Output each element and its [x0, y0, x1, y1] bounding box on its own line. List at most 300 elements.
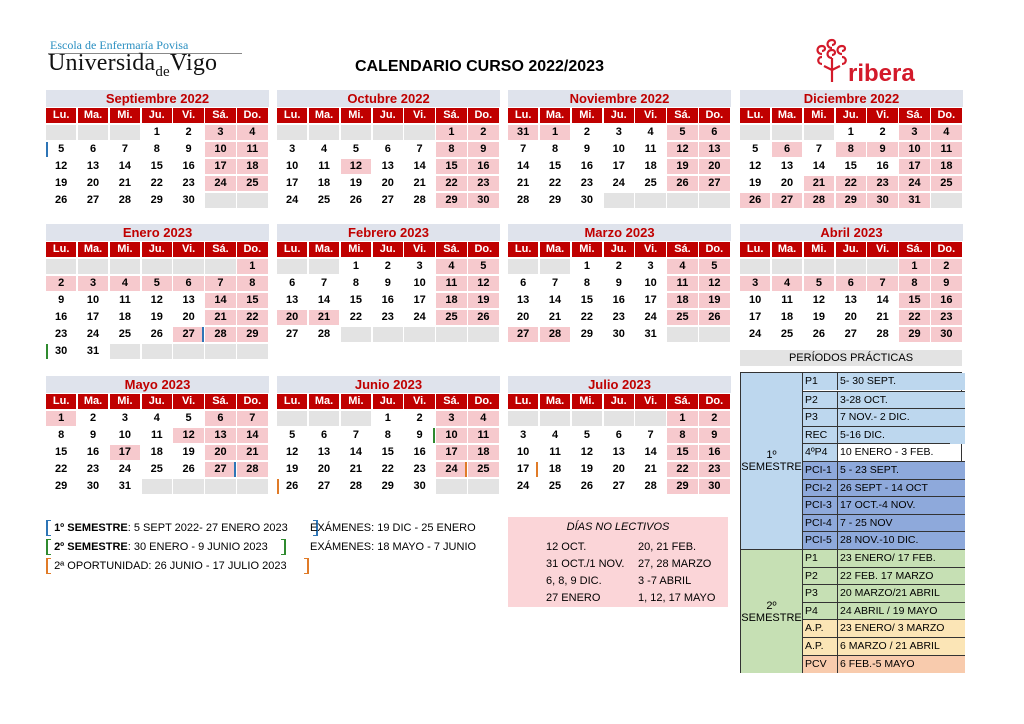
day-cell: 23 [78, 462, 108, 477]
oportunidad-dates: 2ª OPORTUNIDAD: 26 JUNIO - 17 JULIO 2023 [54, 559, 287, 572]
day-cell: 11 [931, 142, 961, 157]
day-cell: 10 [604, 142, 634, 157]
day-cell: 24 [508, 479, 538, 494]
day-cell: 24 [277, 193, 307, 208]
weekday-header [740, 242, 963, 257]
period-code: P2 [802, 568, 838, 585]
weekday-label: Sá. [205, 108, 235, 123]
day-cell: 24 [740, 327, 770, 342]
period-row [802, 426, 965, 444]
day-cell: 1 [572, 259, 602, 274]
day-cell [277, 125, 307, 140]
day-cell: 18 [309, 176, 339, 191]
day-cell [508, 259, 538, 274]
day-cell: 2 [699, 411, 729, 426]
weekday-header [740, 108, 963, 123]
weekday-label: Lu. [277, 394, 307, 409]
day-cell [740, 259, 770, 274]
day-cell [205, 193, 235, 208]
week-row [46, 479, 269, 494]
day-cell: 3 [404, 259, 434, 274]
day-cell: 17 [110, 445, 140, 460]
day-cell: 23 [468, 176, 498, 191]
day-cell: 30 [404, 479, 434, 494]
week-row [277, 462, 500, 477]
day-cell: 28 [540, 327, 570, 342]
day-cell: 24 [436, 462, 466, 477]
day-cell: 7 [635, 428, 665, 443]
day-cell [110, 344, 140, 359]
week-row [508, 428, 731, 443]
week-row [740, 193, 963, 208]
month-10 [508, 376, 731, 494]
day-cell: 29 [142, 193, 172, 208]
day-cell: 9 [173, 142, 203, 157]
weekday-label: Do. [699, 394, 729, 409]
day-cell [404, 327, 434, 342]
week-row [46, 276, 269, 291]
period-dates: 23 ENERO/ 17 FEB. [840, 552, 936, 564]
day-cell [110, 259, 140, 274]
weekday-label: Ju. [142, 394, 172, 409]
weekday-label: Do. [468, 242, 498, 257]
day-cell: 16 [604, 293, 634, 308]
weekday-label: Sá. [205, 394, 235, 409]
day-cell: 1 [667, 411, 697, 426]
day-cell [173, 479, 203, 494]
day-cell: 28 [309, 327, 339, 342]
day-cell [667, 193, 697, 208]
weekday-label: Sá. [436, 108, 466, 123]
day-cell: 18 [110, 310, 140, 325]
day-cell: 2 [867, 125, 897, 140]
weekday-label: Vi. [404, 108, 434, 123]
weekday-label: Vi. [173, 242, 203, 257]
weekday-label: Mi. [572, 242, 602, 257]
period-code: A.P. [802, 620, 838, 637]
day-cell: 6 [309, 428, 339, 443]
day-cell: 29 [667, 479, 697, 494]
day-cell: 19 [667, 159, 697, 174]
period-code: PCI-4 [802, 515, 838, 532]
day-cell: 1 [836, 125, 866, 140]
day-cell [436, 327, 466, 342]
day-cell [309, 259, 339, 274]
day-cell: 13 [78, 159, 108, 174]
weekday-label: Ju. [604, 394, 634, 409]
day-cell: 4 [142, 411, 172, 426]
weekday-label: Ju. [604, 242, 634, 257]
semester-2-block [741, 549, 802, 673]
period-dates: 3-28 OCT. [840, 393, 888, 406]
weekday-label: Sá. [667, 394, 697, 409]
weekday-label: Vi. [173, 394, 203, 409]
day-cell: 18 [142, 445, 172, 460]
day-cell: 5 [699, 259, 729, 274]
weekday-label: Lu. [46, 242, 76, 257]
day-cell: 22 [373, 462, 403, 477]
day-cell: 10 [110, 428, 140, 443]
month-8 [46, 376, 269, 494]
week-row [740, 310, 963, 325]
week-row [508, 479, 731, 494]
period-row [802, 602, 965, 620]
weekday-header [508, 394, 731, 409]
ribera-logo [808, 36, 948, 86]
day-cell: 26 [173, 462, 203, 477]
day-cell: 12 [142, 293, 172, 308]
week-row [277, 193, 500, 208]
day-cell: 13 [604, 445, 634, 460]
day-cell [699, 193, 729, 208]
day-cell: 16 [867, 159, 897, 174]
day-cell: 27 [309, 479, 339, 494]
day-cell: 8 [667, 428, 697, 443]
weekday-header [46, 242, 269, 257]
day-cell: 24 [635, 310, 665, 325]
day-cell [572, 411, 602, 426]
day-cell: 28 [341, 479, 371, 494]
day-cell [373, 125, 403, 140]
day-cell: 5 [173, 411, 203, 426]
weekday-label: Ma. [540, 108, 570, 123]
day-cell: 15 [373, 445, 403, 460]
day-cell: 28 [804, 193, 834, 208]
day-cell: 20 [772, 176, 802, 191]
weekday-label: Ma. [772, 242, 802, 257]
day-cell: 31 [635, 327, 665, 342]
day-cell: 24 [604, 176, 634, 191]
day-cell: 4 [540, 428, 570, 443]
day-cell: 21 [309, 310, 339, 325]
week-row [46, 310, 269, 325]
day-cell: 20 [277, 310, 307, 325]
day-cell: 10 [436, 428, 466, 443]
day-cell: 11 [468, 428, 498, 443]
weekday-header [46, 108, 269, 123]
day-cell: 14 [635, 445, 665, 460]
day-cell: 15 [572, 293, 602, 308]
period-row [802, 655, 965, 673]
day-cell: 21 [508, 176, 538, 191]
day-cell: 27 [699, 176, 729, 191]
month-3 [740, 90, 963, 208]
day-cell: 11 [667, 276, 697, 291]
day-cell: 20 [205, 445, 235, 460]
day-cell [468, 327, 498, 342]
day-cell: 19 [277, 462, 307, 477]
day-cell: 17 [205, 159, 235, 174]
period-code: P1 [802, 550, 838, 567]
day-cell: 3 [277, 142, 307, 157]
weekday-label: Mi. [572, 108, 602, 123]
day-cell: 24 [404, 310, 434, 325]
day-cell: 30 [46, 344, 76, 359]
day-cell [867, 259, 897, 274]
day-cell: 4 [436, 259, 466, 274]
month-4 [46, 224, 269, 359]
week-row [46, 445, 269, 460]
day-cell: 3 [508, 428, 538, 443]
day-cell: 14 [404, 159, 434, 174]
day-cell: 5 [468, 259, 498, 274]
weekday-label: Ju. [836, 108, 866, 123]
week-row [740, 159, 963, 174]
day-cell: 15 [237, 293, 267, 308]
week-row [277, 428, 500, 443]
day-cell: 7 [404, 142, 434, 157]
weekday-label: Do. [237, 108, 267, 123]
weekday-label: Ma. [309, 242, 339, 257]
weekday-label: Lu. [740, 108, 770, 123]
day-cell: 1 [341, 259, 371, 274]
day-cell: 10 [508, 445, 538, 460]
day-cell: 8 [899, 276, 929, 291]
period-code: A.P. [802, 638, 838, 655]
day-cell: 17 [740, 310, 770, 325]
sem2-dates: : 30 ENERO - 9 JUNIO 2023 [127, 540, 268, 553]
day-cell [173, 259, 203, 274]
day-cell [540, 259, 570, 274]
day-cell: 9 [404, 428, 434, 443]
day-cell: 19 [468, 293, 498, 308]
day-cell: 29 [572, 327, 602, 342]
day-cell: 7 [110, 142, 140, 157]
weekday-label: Ju. [604, 108, 634, 123]
week-row [277, 159, 500, 174]
day-cell [699, 327, 729, 342]
day-cell: 15 [436, 159, 466, 174]
day-cell: 13 [772, 159, 802, 174]
day-cell: 18 [540, 462, 570, 477]
day-cell: 30 [173, 193, 203, 208]
weekday-label: Lu. [508, 108, 538, 123]
day-cell: 2 [604, 259, 634, 274]
weekday-label: Lu. [508, 242, 538, 257]
month-2 [508, 90, 731, 208]
day-cell: 1 [46, 411, 76, 426]
weekday-label: Ju. [373, 242, 403, 257]
weekday-label: Do. [468, 394, 498, 409]
day-cell: 13 [173, 293, 203, 308]
weekday-label: Lu. [277, 108, 307, 123]
day-cell: 14 [508, 159, 538, 174]
period-code: PCV [802, 656, 838, 673]
non-teaching-date: 6, 8, 9 DIC. [546, 575, 602, 587]
day-cell: 27 [373, 193, 403, 208]
day-cell [78, 259, 108, 274]
day-cell: 6 [604, 428, 634, 443]
week-row [740, 276, 963, 291]
day-cell: 25 [309, 193, 339, 208]
day-cell: 21 [867, 310, 897, 325]
day-cell: 12 [341, 159, 371, 174]
day-cell: 14 [205, 293, 235, 308]
day-cell: 7 [205, 276, 235, 291]
day-cell: 5 [572, 428, 602, 443]
weekday-label: Mi. [341, 242, 371, 257]
day-cell: 19 [142, 310, 172, 325]
day-cell: 11 [142, 428, 172, 443]
weekday-label: Mi. [341, 394, 371, 409]
period-dates: 24 ABRIL / 19 MAYO [840, 604, 938, 617]
month-title: Julio 2023 [508, 376, 731, 394]
period-dates: 17 OCT.-4 NOV. [840, 499, 916, 512]
week-row [508, 125, 731, 140]
week-row [46, 259, 269, 274]
day-cell: 27 [508, 327, 538, 342]
day-cell: 28 [867, 327, 897, 342]
weekday-label: Do. [931, 108, 961, 123]
week-row [508, 193, 731, 208]
day-cell: 29 [436, 193, 466, 208]
day-cell: 22 [899, 310, 929, 325]
week-row [508, 327, 731, 342]
day-cell: 4 [772, 276, 802, 291]
day-cell: 13 [373, 159, 403, 174]
weekday-label: Ju. [373, 108, 403, 123]
weekday-label: Vi. [635, 242, 665, 257]
week-row [740, 293, 963, 308]
day-cell: 30 [931, 327, 961, 342]
day-cell: 9 [931, 276, 961, 291]
day-cell: 21 [110, 176, 140, 191]
weekday-header [46, 394, 269, 409]
day-cell: 21 [404, 176, 434, 191]
weekday-header [277, 108, 500, 123]
sem2-title: 2º SEMESTRE [741, 599, 802, 624]
week-row [277, 411, 500, 426]
day-cell: 3 [740, 276, 770, 291]
day-cell: 6 [699, 125, 729, 140]
day-cell [309, 411, 339, 426]
week-row [46, 159, 269, 174]
week-row [740, 125, 963, 140]
day-cell: 1 [540, 125, 570, 140]
month-title: Noviembre 2022 [508, 90, 731, 108]
day-cell: 9 [604, 276, 634, 291]
day-cell: 27 [277, 327, 307, 342]
day-cell: 14 [540, 293, 570, 308]
period-dates: 7 NOV.- 2 DIC. [840, 411, 910, 424]
week-row [277, 479, 500, 494]
month-title: Octubre 2022 [277, 90, 500, 108]
period-code: PCI-2 [802, 480, 838, 497]
weekday-label: Mi. [341, 108, 371, 123]
day-cell: 20 [699, 159, 729, 174]
day-cell [205, 259, 235, 274]
day-cell: 26 [804, 327, 834, 342]
day-cell [205, 479, 235, 494]
week-row [508, 411, 731, 426]
period-row [802, 496, 965, 514]
weekday-label: Do. [699, 108, 729, 123]
month-title: Marzo 2023 [508, 224, 731, 242]
day-cell [277, 411, 307, 426]
day-cell: 28 [237, 462, 267, 477]
day-cell: 28 [205, 327, 235, 342]
weekday-label: Do. [468, 108, 498, 123]
period-row [802, 514, 965, 532]
day-cell: 19 [699, 293, 729, 308]
day-cell [237, 193, 267, 208]
day-cell: 29 [373, 479, 403, 494]
day-cell: 11 [309, 159, 339, 174]
day-cell: 29 [899, 327, 929, 342]
weekday-label: Sá. [436, 242, 466, 257]
weekday-label: Sá. [436, 394, 466, 409]
day-cell: 13 [836, 293, 866, 308]
day-cell: 8 [540, 142, 570, 157]
week-row [46, 142, 269, 157]
period-code: P3 [802, 409, 838, 426]
svg-text:ribera: ribera [848, 60, 915, 86]
day-cell [46, 259, 76, 274]
day-cell: 23 [699, 462, 729, 477]
day-cell: 14 [237, 428, 267, 443]
weekday-label: Ma. [309, 394, 339, 409]
period-row [802, 461, 965, 479]
day-cell: 19 [46, 176, 76, 191]
period-code: P3 [802, 585, 838, 602]
day-cell: 26 [46, 193, 76, 208]
day-cell: 17 [604, 159, 634, 174]
period-dates: 28 NOV.-10 DIC. [840, 534, 919, 547]
exams-sem2: EXÁMENES: 18 MAYO - 7 JUNIO [310, 541, 477, 553]
weekday-label: Sá. [205, 242, 235, 257]
day-cell: 2 [373, 259, 403, 274]
day-cell: 17 [508, 462, 538, 477]
day-cell: 6 [836, 276, 866, 291]
day-cell: 9 [468, 142, 498, 157]
period-dates: 6 MARZO / 21 ABRIL [840, 640, 940, 652]
week-row [508, 142, 731, 157]
week-row [508, 176, 731, 191]
day-cell: 29 [540, 193, 570, 208]
day-cell: 12 [804, 293, 834, 308]
week-row [508, 259, 731, 274]
day-cell: 27 [604, 479, 634, 494]
day-cell [373, 327, 403, 342]
week-row [740, 327, 963, 342]
day-cell: 17 [899, 159, 929, 174]
day-cell: 24 [899, 176, 929, 191]
day-cell: 26 [667, 176, 697, 191]
day-cell: 26 [572, 479, 602, 494]
day-cell: 25 [540, 479, 570, 494]
day-cell [604, 411, 634, 426]
day-cell: 3 [205, 125, 235, 140]
day-cell: 4 [635, 125, 665, 140]
day-cell: 16 [404, 445, 434, 460]
weekday-label: Vi. [635, 108, 665, 123]
day-cell: 8 [373, 428, 403, 443]
day-cell [142, 479, 172, 494]
day-cell: 23 [404, 462, 434, 477]
day-cell: 21 [341, 462, 371, 477]
day-cell [740, 125, 770, 140]
weekday-label: Vi. [867, 242, 897, 257]
day-cell: 5 [740, 142, 770, 157]
day-cell: 31 [78, 344, 108, 359]
day-cell: 25 [931, 176, 961, 191]
day-cell: 20 [604, 462, 634, 477]
day-cell [772, 125, 802, 140]
weekday-label: Ju. [142, 242, 172, 257]
weekday-label: Mi. [804, 108, 834, 123]
weekday-label: Ma. [78, 108, 108, 123]
day-cell: 3 [635, 259, 665, 274]
